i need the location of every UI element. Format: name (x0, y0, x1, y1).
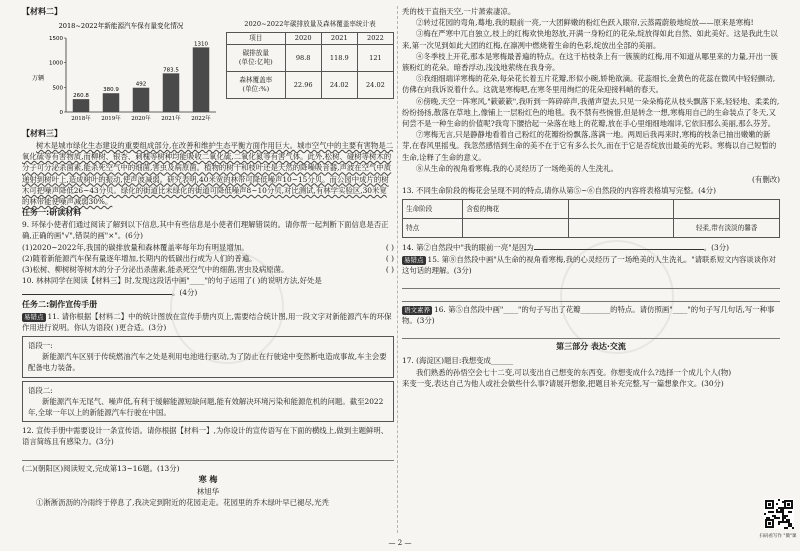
task1-title: 任务一:研读材料 (22, 208, 82, 218)
essay-paragraph: ⑥傍晚,天空一阵寒风,"簌簌簌",我听到一阵碎碎声,我循声望去,只见一朵朵梅花从枝头飘落下来,轻轻地、柔柔的,纷纷扬扬,散落在草地上,像铺上一层粉红色的地毯。我不禁有些惋惜,但是转念一想,寒梅用自己的生命装点了冬天,又何尝不是一种生命的价值呢?我弯下腰拾起一朵落在地上的花瓣,放在手心里细细地端详,它依旧那么美丽,那么芬芳。 (402, 96, 780, 129)
paragraph-2-text: 新能源汽车无尾气、噪声低,有利于缓解能源短缺问题,能有效解决环境污染和能源危机的问题。截至2022年,全球一年以上的新能源汽车行驶在中国。 (28, 396, 384, 418)
question-9-items (22, 242, 394, 276)
qr-module (782, 501, 784, 503)
table-row (403, 219, 780, 238)
qr-module (778, 517, 780, 519)
qr-module (792, 527, 794, 529)
qr-finder (768, 503, 771, 506)
question-15 (402, 254, 780, 276)
bar-value-label: 492 (135, 81, 147, 88)
table-row (227, 45, 394, 72)
qr-module (776, 517, 778, 519)
essay-paragraph: ⑧从生命的视角看寒梅,我的心灵经历了一场绝美的人生洗礼。 (416, 163, 618, 173)
column-divider (397, 6, 398, 533)
table-cell: 含苞的梅花 (463, 200, 569, 219)
essay-paragraph: ⑦寒梅无言,只是静静地看着自己粉红的花瓣纷纷飘落,落满一地。两周后我再来时,寒梅的枝条已抽出嫩嫩的新芽,在春风里摇曳。我忽然感悟到生命的美不在于它有多么长久,而在于它是否绽放出最美的光彩。寒梅以自己短暂的生命,诠释了生命的意义。 (402, 130, 777, 162)
bar (163, 73, 180, 112)
qr-module (778, 521, 780, 523)
bar-value-label: 380.9 (103, 87, 119, 94)
essay-paragraph: ②转过花园的弯角,蓦地,我的眼前一亮,一大团鲜嫩的粉红色跃入眼帘,云蒸霞蔚般地绽放——原来是寒梅! (416, 18, 754, 28)
qr-module (772, 515, 774, 517)
table-header-cell: 2020 (285, 33, 321, 45)
qr-module (782, 507, 784, 509)
answer-line[interactable] (402, 291, 780, 302)
material3-text: 树木是城市绿化生态建设的重要组成部分,在改善和维护生态平衡方面作用巨大。城市空气中的主要有害物是二氧化硫等有害物质,而柳树、银杏、刺槐等树种均能吸收二氧化硫,二氧化氮等有害气体。此外,松树、碰树等树木的分子可分泌杀菌素,能杀死空气中的细菌,害虫及病原菌。植物的树干和枝叶还是天然的降噪吸音器,声波在空气中质递射到树叶上,造成树叶的振动,使声波减弱。研究表明,40米宽的林带可降低噪声10~15分贝。而公园中成片的树木可把噪声降低26~43分贝。绿化的街道比未绿化的街道可降低噪声8~10分贝,对比测试,有林学实验区,30米宽的林带能使噪声减弱30%。 (22, 141, 394, 207)
table-cell: 98.8 (285, 45, 321, 72)
stats-table-block (226, 20, 394, 99)
qr-module (784, 515, 786, 517)
qr-module (788, 519, 790, 521)
essay-author: 林旭华 (196, 486, 220, 496)
question-10-text: 10. 林林同学在阅读【材料三】时,发现这段话中画"____"的句子运用了( )的说明方法,好处是 (22, 276, 322, 286)
left-column (22, 6, 394, 533)
qr-module (770, 511, 772, 513)
bar (193, 47, 210, 112)
qr-module (778, 507, 780, 509)
answer-line[interactable] (402, 278, 780, 289)
essay-paragraph: ⑤我细细端详寒梅的花朵,每朵花长着五片花瓣,形似小碗,娇艳欲滴。花蕊细长,金黄色的花蕊在微风中轻轻颤动,仿佛在向我诉说着什么。这就是寒梅吧,在寒冬里用绚烂的花朵迎接料峭的春天。 (402, 74, 776, 95)
essay-paragraph: 秃的枝干直指天空,一片萧索凄凉。 (402, 7, 516, 16)
question-9-item (22, 253, 394, 264)
question-14-end: 。(3分) (703, 243, 730, 253)
table-cell: 118.9 (321, 45, 357, 72)
qr-module (778, 499, 780, 501)
qr-module (776, 509, 778, 511)
table-cell: 121 (357, 45, 393, 72)
question-9-item (22, 242, 394, 253)
x-tick-label: 2018年 (71, 116, 91, 122)
question-13: 13. 不同生命阶段的梅花会呈现不同的特点,请你从第⑤~⑥自然段的内容将表格填写完整。(4分) (402, 186, 716, 196)
chart-unit: 万辆 (32, 75, 45, 82)
table-row-header: 生命阶段 (403, 200, 463, 219)
x-tick-label: 2019年 (101, 116, 121, 122)
qr-module (780, 511, 782, 513)
task2-title: 任务二:制作宣传手册 (22, 299, 98, 309)
qr-module (766, 517, 768, 519)
qr-module (776, 503, 778, 505)
answer-blank[interactable] (534, 241, 704, 250)
question-13-table (402, 199, 780, 238)
question-9-item-text: (2)随着新能源汽车保有量逐年增加,长期内的低碳出行成为人们的普遍。 (22, 253, 257, 263)
answer-blank[interactable] (22, 286, 172, 295)
qr-module (778, 523, 780, 525)
qr-module (784, 517, 786, 519)
essay-paragraph: ③梅在严寒中兀自独立,枝上的红梅欢快地怒放,开满一身粉红的花朵,绽放得如此自然、如此美好。这是我此生以来,第一次见到如此大团的红梅,在凛冽中燃烧着生命的色彩,绽放出全部的美丽。 (402, 29, 778, 50)
answer-line[interactable] (22, 450, 394, 461)
bar-value-label: 1310 (194, 41, 208, 48)
essay-paragraph: ④冬季枝上开花,那本是寒梅最普遍的特点。在这干枯枝条上有一簇簇的红梅,用不知道从哪里来的力量,开出一簇簇粉红的花朵。暗香浮动,浅浅地萦绕在我身旁。 (402, 51, 778, 73)
source-note: (有删改) (752, 175, 780, 185)
table-cell[interactable] (674, 200, 780, 219)
question-10-end: 。(4分) (172, 288, 198, 298)
x-tick-label: 2022年 (191, 116, 211, 122)
question-16 (402, 304, 780, 326)
qr-module (784, 527, 786, 529)
qr-caption: 扫码看写作 "微"课 (759, 534, 797, 539)
answer-parenthesis[interactable]: ( ) (385, 265, 394, 275)
table-cell: 碳排放量 (单位:亿吨) (227, 45, 286, 72)
material3-label: 【材料三】 (22, 129, 62, 138)
paragraph-2-label: 语段二: (28, 385, 53, 395)
qr-module (782, 521, 784, 523)
qr-module (772, 511, 774, 513)
part3-title: 第三部分 表达·交流 (556, 342, 626, 352)
question-11-text: 11. 请你根据【材料二】中的统计图放在宣传手册内页上,需要结合统计图,用一段文字对新能源汽车的环保作用进行说明。你认为语段( )更合适。(3分) (22, 311, 392, 332)
qr-module (786, 527, 788, 529)
table-header-cell: 项目 (227, 33, 286, 45)
qr-finder (768, 522, 771, 525)
qr-module (786, 519, 788, 521)
question-9-item (22, 264, 394, 275)
right-column (402, 6, 780, 533)
question-11 (22, 311, 394, 333)
page-number: — 2 — (388, 539, 412, 547)
qr-module (782, 513, 784, 515)
question-9-item-text: (1)2020~2022年,我国的碳排放量和森林覆盖率每年均有明显增加。 (22, 242, 249, 252)
paragraph-1-label: 语段一: (28, 341, 53, 351)
qr-module (780, 521, 782, 523)
table-cell: 森林覆盖率 (单位:%) (227, 72, 286, 99)
qr-module (788, 525, 790, 527)
qr-module (788, 521, 790, 523)
qr-module (780, 507, 782, 509)
essay-body (402, 6, 780, 174)
qr-module (786, 515, 788, 517)
table-row (227, 72, 394, 99)
qr-module (786, 521, 788, 523)
paragraph-1-text: 新能源汽车区别于传统燃油汽车之处是利用电池进行驱动,为了防止在行驶途中变然断电造成事故,车主会要配备电力装备。 (28, 352, 387, 373)
x-tick-label: 2020年 (131, 116, 151, 122)
table-cell[interactable] (568, 219, 674, 238)
qr-module (774, 517, 776, 519)
qr-module (778, 511, 780, 513)
question-14 (402, 241, 780, 253)
qr-module (788, 523, 790, 525)
qr-module (768, 517, 770, 519)
qr-module (790, 511, 792, 513)
bar-chart (22, 20, 220, 128)
table-header-cell: 2021 (321, 33, 357, 45)
qr-module (776, 511, 778, 513)
difficulty-tag: 易错点 (24, 312, 44, 321)
qr-module (790, 525, 792, 527)
essay-paragraph-1: ①淅淅沥沥的冷雨终于停息了,我决定到附近的花园走走。花园里的乔木绿叶早已褪尽,光秃 (36, 498, 329, 508)
table-cell: 轻柔,带有淡淡的馨香 (674, 219, 780, 238)
question-9: 9. 环保小使者们通过阅读了解到以下信息,其中有些信息是小使者们理解错误的。请你帮一起判断下面信息是否正确,正确的画"√",错误的画"×"。(6分) (22, 220, 389, 241)
essay-title: 寒 梅 (198, 474, 218, 484)
qr-finder (787, 503, 790, 506)
chart-title: 2018~2022年新能源汽车保有量变化情况 (58, 22, 184, 30)
question-14-text: 14. 第②自然段中"我的眼前一亮"是因为 (402, 243, 534, 253)
question-17-body: 我们熟悉的孙悟空会七十二变,可以变出自己想变的东西变。你想变成什么?选择一个成儿个人(物)来变一变,表达自己为他人或社会做些什么事?请展开想象,把题目补充完整,写一篇想象作文。(30分) (402, 367, 732, 388)
stats-table (226, 32, 394, 99)
paragraph-option-2 (22, 381, 394, 423)
y-tick-label: 1500 (49, 36, 63, 42)
table-row (403, 200, 780, 219)
qr-module (764, 513, 766, 515)
difficulty-tag: 易错点 (404, 255, 424, 264)
qr-module (784, 521, 786, 523)
qr-module (782, 515, 784, 517)
table-cell: 24.02 (357, 72, 393, 99)
qr-module (768, 511, 770, 513)
qr-module (782, 517, 784, 519)
y-tick-label: 0 (59, 110, 63, 116)
question-16-text: 16. 第⑤自然段中画"____"的句子写出了花瓣________的特点。请仿照画"____"的句子写几句话,写一种事物。(3分) (402, 305, 775, 326)
answer-parenthesis[interactable]: ( ) (385, 242, 394, 252)
reading2-header: (二)(朝阳区)阅读短文,完成第13~16题。(13分) (22, 463, 180, 473)
qr-code[interactable] (764, 499, 794, 529)
material2-figures (22, 20, 394, 128)
table-cell[interactable] (463, 219, 569, 238)
qr-module (774, 515, 776, 517)
question-12: 12. 宣传手册中需要设计一条宣传语。请你根据【材料一】,为你设计的宣传语写在下面的横线上,做到主题鲜明、语言简练且有感染力。(3分) (22, 426, 389, 447)
y-tick-label: 1000 (49, 60, 63, 67)
qr-module (782, 511, 784, 513)
answer-parenthesis[interactable]: ( ) (385, 253, 394, 263)
table-cell: 22.96 (285, 72, 321, 99)
question-15-text: 15. 第⑧自然段中画"从生命的视角看寒梅,我的心灵经历了一场绝美的人生洗礼。"请联系短文内容谈谈你对这句话的理解。(3分) (402, 254, 776, 275)
bar (133, 88, 150, 112)
question-17-header: 17. (海淀区)题目:我想变成______ (402, 356, 514, 366)
question-9-item-text: (3)松树、柳树树等树木的分子分泌出杀菌素,能杀死空气中的细菌,害虫及病原菌。 (22, 265, 289, 275)
bar (103, 93, 120, 112)
y-tick-label: 500 (52, 85, 63, 92)
bar-value-label: 783.5 (163, 67, 179, 74)
qr-module (788, 511, 790, 513)
table-header-cell: 2022 (357, 33, 393, 45)
table-cell[interactable] (568, 200, 674, 219)
material2-label: 【材料二】 (22, 7, 62, 16)
literacy-tag: 语文素养 (404, 306, 430, 315)
table-cell: 24.02 (321, 72, 357, 99)
qr-module (782, 519, 784, 521)
bar (73, 99, 90, 112)
table-row-header: 特点 (403, 219, 463, 238)
question-10 (22, 275, 394, 298)
qr-module (780, 509, 782, 511)
answer-line[interactable] (402, 328, 780, 339)
qr-module (782, 509, 784, 511)
qr-module (790, 523, 792, 525)
x-tick-label: 2021年 (161, 116, 181, 122)
bar-value-label: 260.8 (73, 93, 89, 100)
table-title: 2020~2022年碳排放量及森林覆盖率统计表 (244, 20, 376, 28)
paragraph-option-1 (22, 336, 394, 378)
